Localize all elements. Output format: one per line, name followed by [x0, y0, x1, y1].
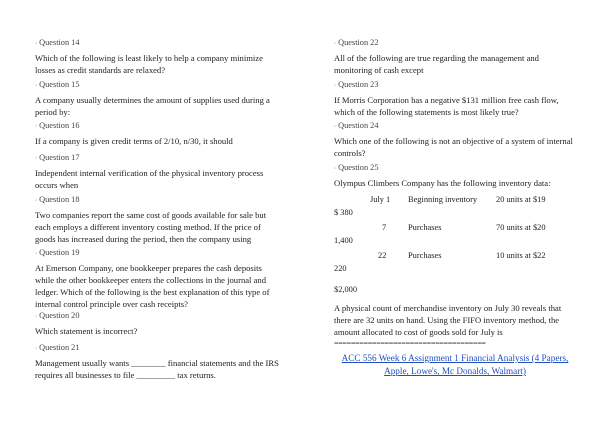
inventory-units-2: 70 units at $20	[496, 223, 546, 232]
question-15-text: A company usually determines the amount of supplies used during a period by:	[35, 95, 270, 117]
question-15-header: ◦ Question 15	[35, 80, 80, 89]
question-16-header: ◦ Question 16	[35, 121, 80, 130]
bullet-icon: ◦	[35, 83, 38, 89]
bullet-icon: ◦	[35, 156, 38, 162]
question-25-text: Olympus Climbers Company has the following inventory data:	[334, 178, 551, 188]
divider-line: ====================================	[334, 339, 486, 348]
inventory-desc-3: Purchases	[408, 251, 442, 260]
inventory-units-1: 20 units at $19	[496, 195, 546, 204]
bullet-icon: ◦	[35, 198, 38, 204]
question-23-text: If Morris Corporation has a negative $131 million free cash flow, which of the following statements is most likely true?	[334, 95, 559, 117]
bullet-icon: ◦	[334, 83, 337, 89]
question-17-header: ◦ Question 17	[35, 153, 80, 162]
question-19-header: ◦ Question 19	[35, 248, 80, 257]
question-22-header: ◦ Question 22	[334, 38, 379, 47]
assignment-link[interactable]: ACC 556 Week 6 Assignment 1 Financial Analysis (4 Papers, Apple, Lowe's, Mc Donalds, Walmart)	[341, 353, 569, 376]
inventory-desc-2: Purchases	[408, 223, 442, 232]
question-17-text: Independent internal verification of the physical inventory process occurs when	[35, 168, 264, 190]
inventory-desc-1: Beginning inventory	[408, 195, 478, 204]
question-19-text: At Emerson Company, one bookkeeper prepares the cash deposits while the other bookkeeper enters the collections in the journal and ledger. Which of the following is the best explanation of this type of internal control principle over cash receipts?	[35, 263, 270, 309]
question-24-header: ◦ Question 24	[334, 121, 379, 130]
inventory-date-1: July 1	[370, 195, 391, 204]
question-14-text: Which of the following is least likely to help a company minimize losses as credit standards are relaxed?	[35, 53, 263, 75]
question-14-header: ◦ Question 14	[35, 38, 80, 47]
bullet-icon: ◦	[334, 166, 337, 172]
question-20-text: Which statement is incorrect?	[35, 326, 138, 336]
question-24-text: Which one of the following is not an objective of a system of internal controls?	[334, 136, 573, 158]
question-23-header: ◦ Question 23	[334, 80, 379, 89]
question-20-header: ◦ Question 20	[35, 311, 80, 320]
inventory-date-2: 7	[382, 223, 387, 232]
question-22-text: All of the following are true regarding the management and monitoring of cash except	[334, 53, 539, 75]
bullet-icon: ◦	[35, 314, 38, 320]
bullet-icon: ◦	[334, 41, 337, 47]
inventory-sum: $2,000	[334, 285, 358, 294]
bullet-icon: ◦	[35, 124, 38, 130]
question-16-text: If a company is given credit terms of 2/10, n/30, it should	[35, 136, 233, 146]
bullet-icon: ◦	[334, 124, 337, 130]
inventory-units-3: 10 units at $22	[496, 251, 546, 260]
inventory-total-3: 220	[334, 264, 347, 273]
inventory-total-1: $ 380	[334, 208, 353, 217]
question-21-text: Management usually wants ________ financial statements and the IRS requires all businesses to file _________ tax returns.	[35, 358, 279, 380]
question-21-header: ◦ Question 21	[35, 343, 80, 352]
question-18-text: Two companies report the same cost of goods available for sale but each employs a different inventory costing method. If the price of goods has increased during the period, then the company using	[35, 210, 267, 244]
inventory-date-3: 22	[378, 251, 387, 260]
bullet-icon: ◦	[35, 251, 38, 257]
question-25-header: ◦ Question 25	[334, 163, 379, 172]
question-18-header: ◦ Question 18	[35, 195, 80, 204]
question-25-followup: A physical count of merchandise inventory on July 30 reveals that there are 32 units on hand. Using the FIFO inventory method, the amount allocated to cost of goods sold for July is	[334, 303, 562, 337]
inventory-total-2: 1,400	[334, 236, 353, 245]
bullet-icon: ◦	[35, 346, 38, 352]
bullet-icon: ◦	[35, 41, 38, 47]
